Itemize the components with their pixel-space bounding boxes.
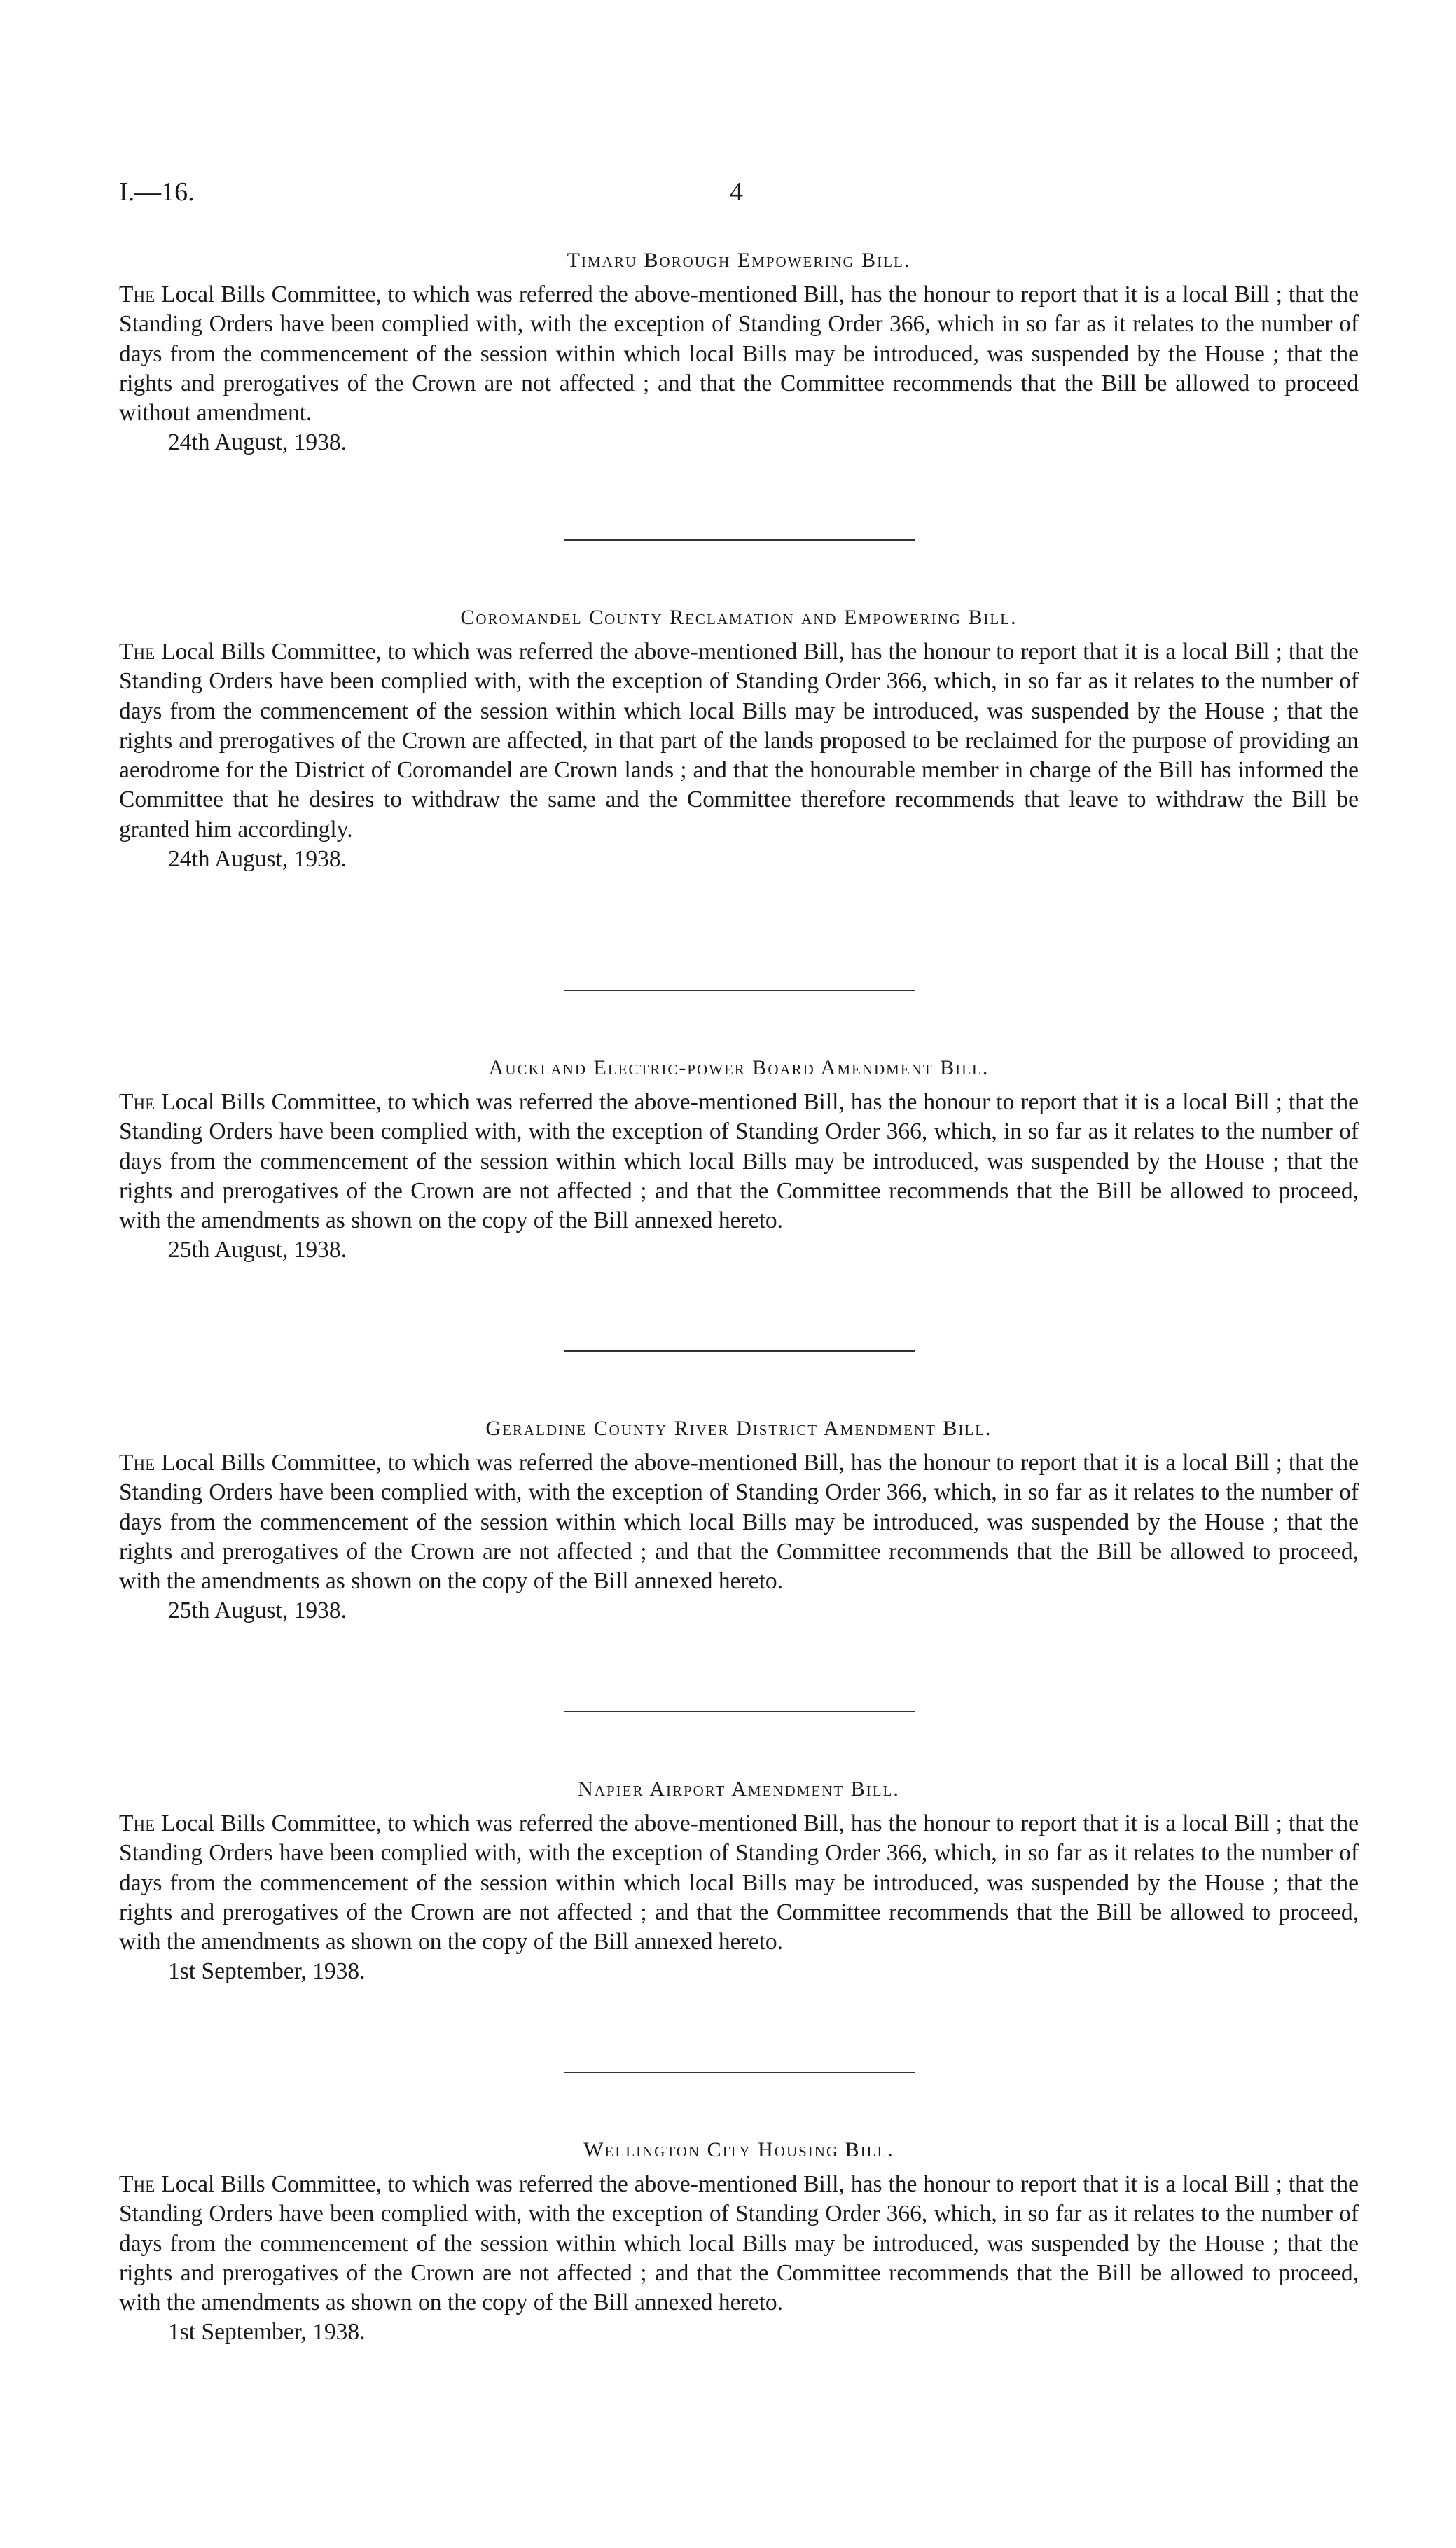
body-text: Local Bills Committee, to which was referred the above-mentioned Bill, has the honour to report that it is a local Bill ; that the Standing Orders have been complied with, with the exception of Standing Order 366, which, in so far as it relates to the number of days from the commencement of the session within which local Bills may be introduced, was suspended by the House ; that the rights and prerogatives of the Crown are not affected ; and that the Committee recommends that the Bill be allowed to proceed, with the amendments as shown on the copy of the Bill annexed hereto.	[119, 1810, 1359, 1955]
body-text: Local Bills Committee, to which was referred the above-mentioned Bill, has the honour to report that it is a local Bill ; that the Standing Orders have been complied with, with the exception of Standing Order 366, which, in so far as it relates to the number of days from the commencement of the session within which local Bills may be introduced, was suspended by the House ; that the rights and prerogatives of the Crown are not affected ; and that the Committee recommends that the Bill be allowed to proceed, with the amendments as shown on the copy of the Bill annexed hereto.	[119, 1089, 1359, 1234]
section-divider	[564, 2072, 915, 2073]
document-reference: I.—16.	[119, 177, 195, 207]
section-napier-bill	[119, 1775, 1359, 1986]
section-wellington-bill	[119, 2136, 1359, 2347]
body-lead: The	[119, 1450, 155, 1476]
body-text: Local Bills Committee, to which was referred the above-mentioned Bill, has the honour to report that it is a local Bill ; that the Standing Orders have been complied with, with the exception of Standing Order 366, which, in so far as it relates to the number of days from the commencement of the session within which local Bills may be introduced, was suspended by the House ; that the rights and prerogatives of the Crown are affected, in that part of the lands proposed to be reclaimed for the purpose of providing an aerodrome for the District of Coromandel are Crown lands ; and that the honourable member in charge of the Bill has informed the Committee that he desires to withdraw the same and the Committee therefore recommends that leave to withdraw the Bill be granted him accordingly.	[119, 639, 1359, 843]
body-lead: The	[119, 1089, 155, 1115]
section-coromandel-bill	[119, 604, 1359, 874]
section-body	[119, 2170, 1359, 2318]
section-date: 1st September, 1938.	[168, 1958, 366, 1985]
section-auckland-bill	[119, 1054, 1359, 1265]
section-title: Coromandel County Reclamation and Empowering Bill.	[460, 606, 1018, 629]
section-date: 25th August, 1938.	[168, 1237, 347, 1263]
section-title: Geraldine County River District Amendment Bill.	[485, 1417, 992, 1440]
section-body	[119, 637, 1359, 845]
section-title: Auckland Electric-power Board Amendment Bill.	[488, 1056, 990, 1079]
page-number: 4	[730, 177, 743, 207]
section-divider	[564, 990, 915, 991]
section-body	[119, 1809, 1359, 1957]
body-lead: The	[119, 282, 155, 307]
body-lead: The	[119, 1810, 155, 1836]
body-text: Local Bills Committee, to which was referred the above-mentioned Bill, has the honour to report that it is a local Bill ; that the Standing Orders have been complied with, with the exception of Standing Order 366, which, in so far as it relates to the number of days from the commencement of the session within which local Bills may be introduced, was suspended by the House ; that the rights and prerogatives of the Crown are not affected ; and that the Committee recommends that the Bill be allowed to proceed, with the amendments as shown on the copy of the Bill annexed hereto.	[119, 1450, 1359, 1595]
section-title: Napier Airport Amendment Bill.	[578, 1778, 900, 1801]
section-title: Wellington City Housing Bill.	[583, 2138, 894, 2161]
section-divider	[564, 539, 915, 541]
section-body	[119, 1088, 1359, 1235]
body-text: Local Bills Committee, to which was referred the above-mentioned Bill, has the honour to report that it is a local Bill ; that the Standing Orders have been complied with, with the exception of Standing Order 366, which in so far as it relates to the number of days from the commencement of the session within which local Bills may be introduced, was suspended by the House ; that the rights and prerogatives of the Crown are not affected ; and that the Committee recommends that the Bill be allowed to proceed without amendment.	[119, 282, 1359, 427]
body-text: Local Bills Committee, to which was referred the above-mentioned Bill, has the honour to report that it is a local Bill ; that the Standing Orders have been complied with, with the exception of Standing Order 366, which, in so far as it relates to the number of days from the commencement of the session within which local Bills may be introduced, was suspended by the House ; that the rights and prerogatives of the Crown are not affected ; and that the Committee recommends that the Bill be allowed to proceed, with the amendments as shown on the copy of the Bill annexed hereto.	[119, 2171, 1359, 2316]
document-page	[119, 0, 1359, 2548]
section-title: Timaru Borough Empowering Bill.	[567, 249, 911, 272]
section-date: 24th August, 1938.	[168, 846, 347, 873]
section-geraldine-bill	[119, 1415, 1359, 1626]
section-date: 1st September, 1938.	[168, 2319, 366, 2346]
section-divider	[564, 1711, 915, 1712]
section-timaru-bill	[119, 247, 1359, 457]
section-divider	[564, 1350, 915, 1352]
section-body	[119, 280, 1359, 428]
body-lead: The	[119, 639, 155, 665]
page-header	[119, 176, 1359, 219]
section-body	[119, 1448, 1359, 1596]
section-date: 24th August, 1938.	[168, 429, 347, 456]
section-date: 25th August, 1938.	[168, 1598, 347, 1624]
body-lead: The	[119, 2171, 155, 2197]
